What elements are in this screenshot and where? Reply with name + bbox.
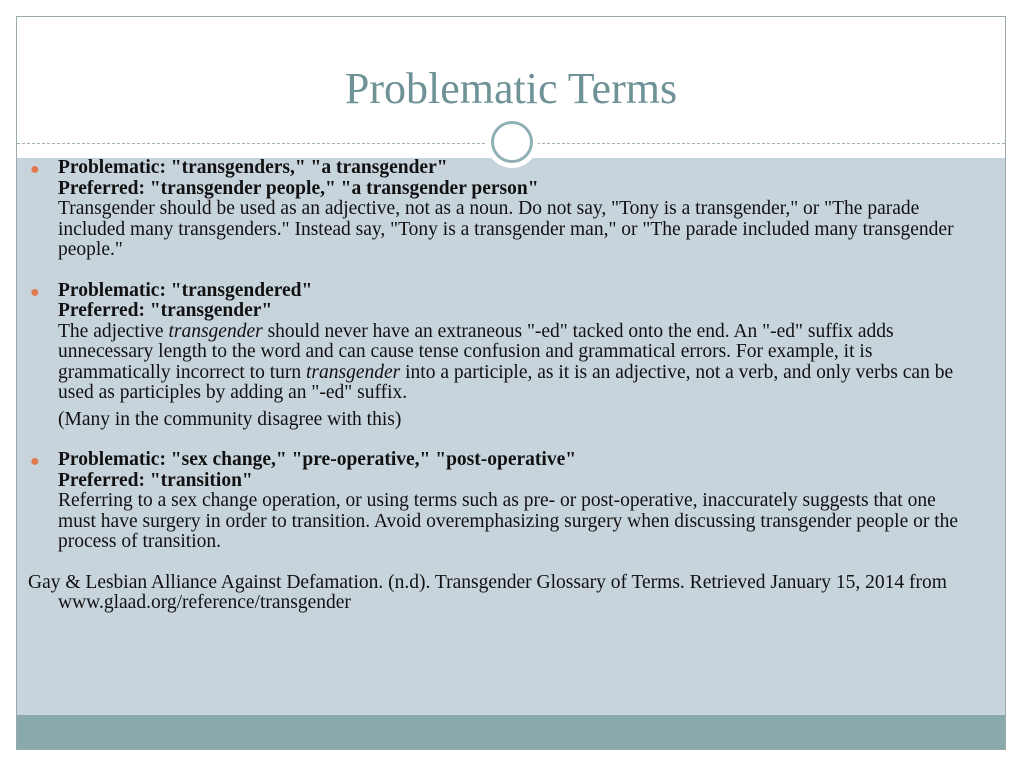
preferred-term: Preferred: "transition" xyxy=(58,469,253,491)
explanation: Transgender should be used as an adjective, not as a noun. Do not say, "Tony is a transgender," or "The parade included many transgenders." Instead say, "Tony is a transgender man," or "The parade included many transgender people." xyxy=(58,198,954,260)
problematic-term: Problematic: "sex change," "pre-operative," "post-operative" xyxy=(58,449,577,470)
explanation-part: The adjective xyxy=(58,320,169,342)
preferred-term: Preferred: "transgender" xyxy=(58,300,273,321)
slide-content xyxy=(28,158,968,614)
problematic-term: Problematic: "transgenders," "a transgender" xyxy=(58,157,448,178)
explanation-part: into a participle, as it is an adjective, not a verb, and only verbs can be used as participles by adding an "-ed" suffix. xyxy=(58,361,954,403)
explanation: Referring to a sex change operation, or using terms such as pre- or post-operative, inaccurately suggests that one must have surgery in order to transition. Avoid overemphasizing surgery when discussing transgender people or the process of transition. xyxy=(58,490,959,552)
citation: Gay & Lesbian Alliance Against Defamation. (n.d). Transgender Glossary of Terms. Retrieved January 15, 2014 from www.glaad.org/reference/transgender xyxy=(28,571,947,613)
problematic-term: Problematic: "transgendered" xyxy=(58,279,313,301)
bullet-item xyxy=(28,281,968,431)
ring-icon xyxy=(491,121,533,163)
footer-bar xyxy=(17,715,1005,750)
explanation-italic: transgender xyxy=(306,361,401,383)
explanation-italic: transgender xyxy=(168,320,263,342)
bullet-item xyxy=(28,158,968,261)
explanation xyxy=(58,322,968,404)
bullet-item xyxy=(28,450,968,553)
preferred-term: Preferred: "transgender people," "a transgender person" xyxy=(58,177,539,199)
explanation-part: should never have an extraneous "-ed" tacked onto the end. An "-ed" suffix adds unnecessary length to the word and can cause tense confusion and grammatical errors. For example, it is grammatically incorrect to turn xyxy=(58,320,894,383)
bullet-dot-icon: ● xyxy=(30,283,40,301)
bullet-dot-icon: ● xyxy=(30,161,40,178)
slide-title: Problematic Terms xyxy=(344,64,678,113)
bullet-dot-icon: ● xyxy=(30,453,40,470)
community-note: (Many in the community disagree with this) xyxy=(58,408,402,430)
